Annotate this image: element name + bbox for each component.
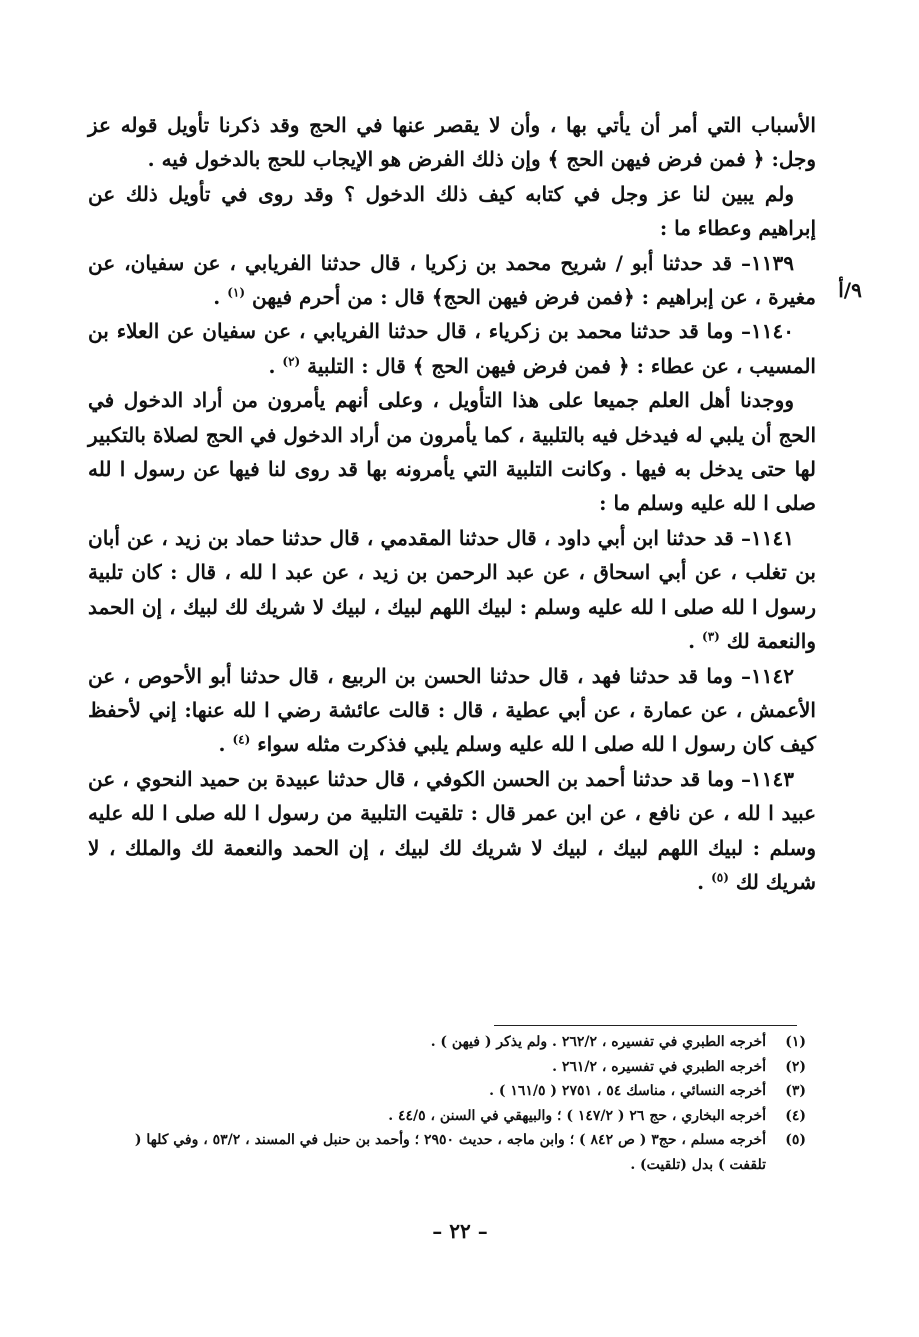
paragraph-tail: . bbox=[268, 353, 283, 378]
hadith-paragraph bbox=[88, 521, 816, 659]
footnote-reference[interactable]: (٢) bbox=[282, 354, 301, 369]
hadith-number: ١١٤٣ bbox=[751, 766, 794, 791]
paragraph-tail: . bbox=[213, 285, 228, 310]
hadith-number: ١١٤١ bbox=[751, 525, 794, 550]
hadith-number: ١١٤٢ bbox=[751, 663, 794, 688]
footnote-text: أخرجه النسائي ، مناسك ٥٤ ، ٢٧٥١ ( ١٦١/٥ ) . bbox=[489, 1083, 766, 1099]
hadith-number: ١١٤٠ bbox=[751, 319, 794, 344]
main-text bbox=[88, 108, 816, 899]
paragraph-text: – قد حدثنا ابن أبي داود ، قال حدثنا المقدمي ، قال حدثنا حماد بن زيد ، عن أبان بن تغلب ، عن أبي اسحاق ، عن عبد الرحمن بن زيد ، عن عبد ا لله ، قال : كان تلبية رسول ا لله صلى ا لله عليه وسلم : لبيك اللهم لبيك ، لبيك لا شريك لك لبيك ، إن الحمد والنعمة لك bbox=[88, 525, 816, 654]
footnote-number: (٣) bbox=[785, 1083, 806, 1099]
hadith-paragraph bbox=[88, 246, 816, 315]
paragraph-tail: . bbox=[688, 629, 702, 654]
footnote-reference[interactable]: (٣) bbox=[702, 629, 720, 644]
footnote-text: أخرجه البخاري ، حج ٢٦ ( ١٤٧/٢ ) ؛ والبيهقي في السنن ، ٤٤/٥ . bbox=[388, 1107, 766, 1124]
paragraph bbox=[88, 383, 816, 521]
footnote-number: (٤) bbox=[785, 1107, 806, 1124]
paragraph-tail: . bbox=[218, 732, 233, 757]
paragraph bbox=[88, 108, 816, 177]
paragraph-text: – وما قد حدثنا أحمد بن الحسن الكوفي ، قال حدثنا عبيدة بن حميد النحوي ، عن عبيد ا لله ، عن نافع ، عن ابن عمر قال : تلقيت التلبية من رسول ا لله صلى ا لله عليه وسلم : لبيك اللهم لبيك ، لبيك لا شريك لك لبيك ، إن الحمد والنعمة لك والملك ، لا شريك لك bbox=[88, 766, 816, 894]
paragraph-text: – قد حدثنا أبو / شريح محمد بن زكريا ، قال حدثنا الفريابي ، عن سفيان، عن مغيرة ، عن إبراهيم : ﴿فمن فرض فيهن الحج﴾ قال : من أحرم فيهن bbox=[88, 250, 816, 310]
paragraph-tail: . bbox=[697, 869, 712, 894]
footnotes bbox=[96, 1030, 806, 1177]
footnote-item bbox=[96, 1104, 806, 1129]
hadith-paragraph bbox=[88, 659, 816, 762]
footnote-text: أخرجه الطبري في تفسيره ، ٢٦٢/٢ . ولم يذكر ( فيهن ) . bbox=[430, 1034, 766, 1050]
footnote-reference[interactable]: (١) bbox=[227, 285, 246, 300]
footnote-item bbox=[96, 1055, 806, 1080]
paragraph-text: ولم يبين لنا عز وجل في كتابه كيف ذلك الدخول ؟ وقد روى في تأويل ذلك عن إبراهيم وعطاء ما : bbox=[88, 181, 816, 241]
footnote-text: أخرجه مسلم ، حج٣ ( ص ٨٤٢ ) ؛ وابن ماجه ، حديث ٢٩٥٠ ؛ وأحمد بن حنبل في المسند ، ٥٣/٢ ، وفي كلها ( تلقفت ) بدل (تلقيت) . bbox=[134, 1132, 766, 1173]
paragraph-text: – وما قد حدثنا فهد ، قال حدثنا الحسن بن الربيع ، قال حدثنا أبو الأحوص ، عن الأعمش ، عن عمارة ، عن أبي عطية ، قال : قالت عائشة رضي ا لله عنها: إني لأحفظ كيف كان رسول ا لله صلى ا لله عليه وسلم يلبي فذكرت مثله سواء bbox=[88, 663, 816, 757]
page-number: – ٢٢ – bbox=[432, 1219, 488, 1243]
footnote-reference[interactable]: (٥) bbox=[711, 870, 729, 885]
footnote-number: (٥) bbox=[785, 1132, 806, 1148]
paragraph-text: – وما قد حدثنا محمد بن زكرياء ، قال حدثنا الفريابي ، عن سفيان عن العلاء بن المسيب ، عن عطاء : ﴿ فمن فرض فيهن الحج ﴾ قال : التلبية bbox=[88, 319, 816, 378]
footnote-reference[interactable]: (٤) bbox=[232, 732, 251, 747]
hadith-number: ١١٣٩ bbox=[751, 250, 794, 275]
hadith-paragraph bbox=[88, 314, 816, 383]
footnote-number: (١) bbox=[785, 1034, 806, 1050]
footnote-item bbox=[96, 1128, 806, 1177]
folio-margin-note: ٩/أ bbox=[838, 278, 862, 302]
footnote-divider bbox=[494, 1025, 797, 1026]
hadith-paragraph bbox=[88, 762, 816, 900]
paragraph-text: الأسباب التي أمر أن يأتي بها ، وأن لا يقصر عنها في الحج وقد ذكرنا تأويل قوله عز وجل: ﴿ فمن فرض فيهن الحج ﴾ وإن ذلك الفرض هو الإيجاب للحج بالدخول فيه . bbox=[88, 113, 816, 172]
paragraph-text: ووجدنا أهل العلم جميعا على هذا التأويل ، وعلى أنهم يأمرون من أراد الدخول في الحج أن يلبي له فيدخل فيه بالتلبية ، كما يأمرون من أراد الدخول في الحج لصلاة بالتكبير لها حتى يدخل به فيها . وكانت التلبية التي يأمرونه بها قد روى لنا فيها عن رسول ا لله صلى ا لله عليه وسلم ما : bbox=[88, 388, 816, 516]
footnote-item bbox=[96, 1079, 806, 1104]
paragraph bbox=[88, 177, 816, 246]
footnote-item bbox=[96, 1030, 806, 1055]
footnote-text: أخرجه الطبري في تفسيره ، ٢٦١/٢ . bbox=[552, 1058, 766, 1075]
footnote-number: (٢) bbox=[785, 1058, 806, 1075]
